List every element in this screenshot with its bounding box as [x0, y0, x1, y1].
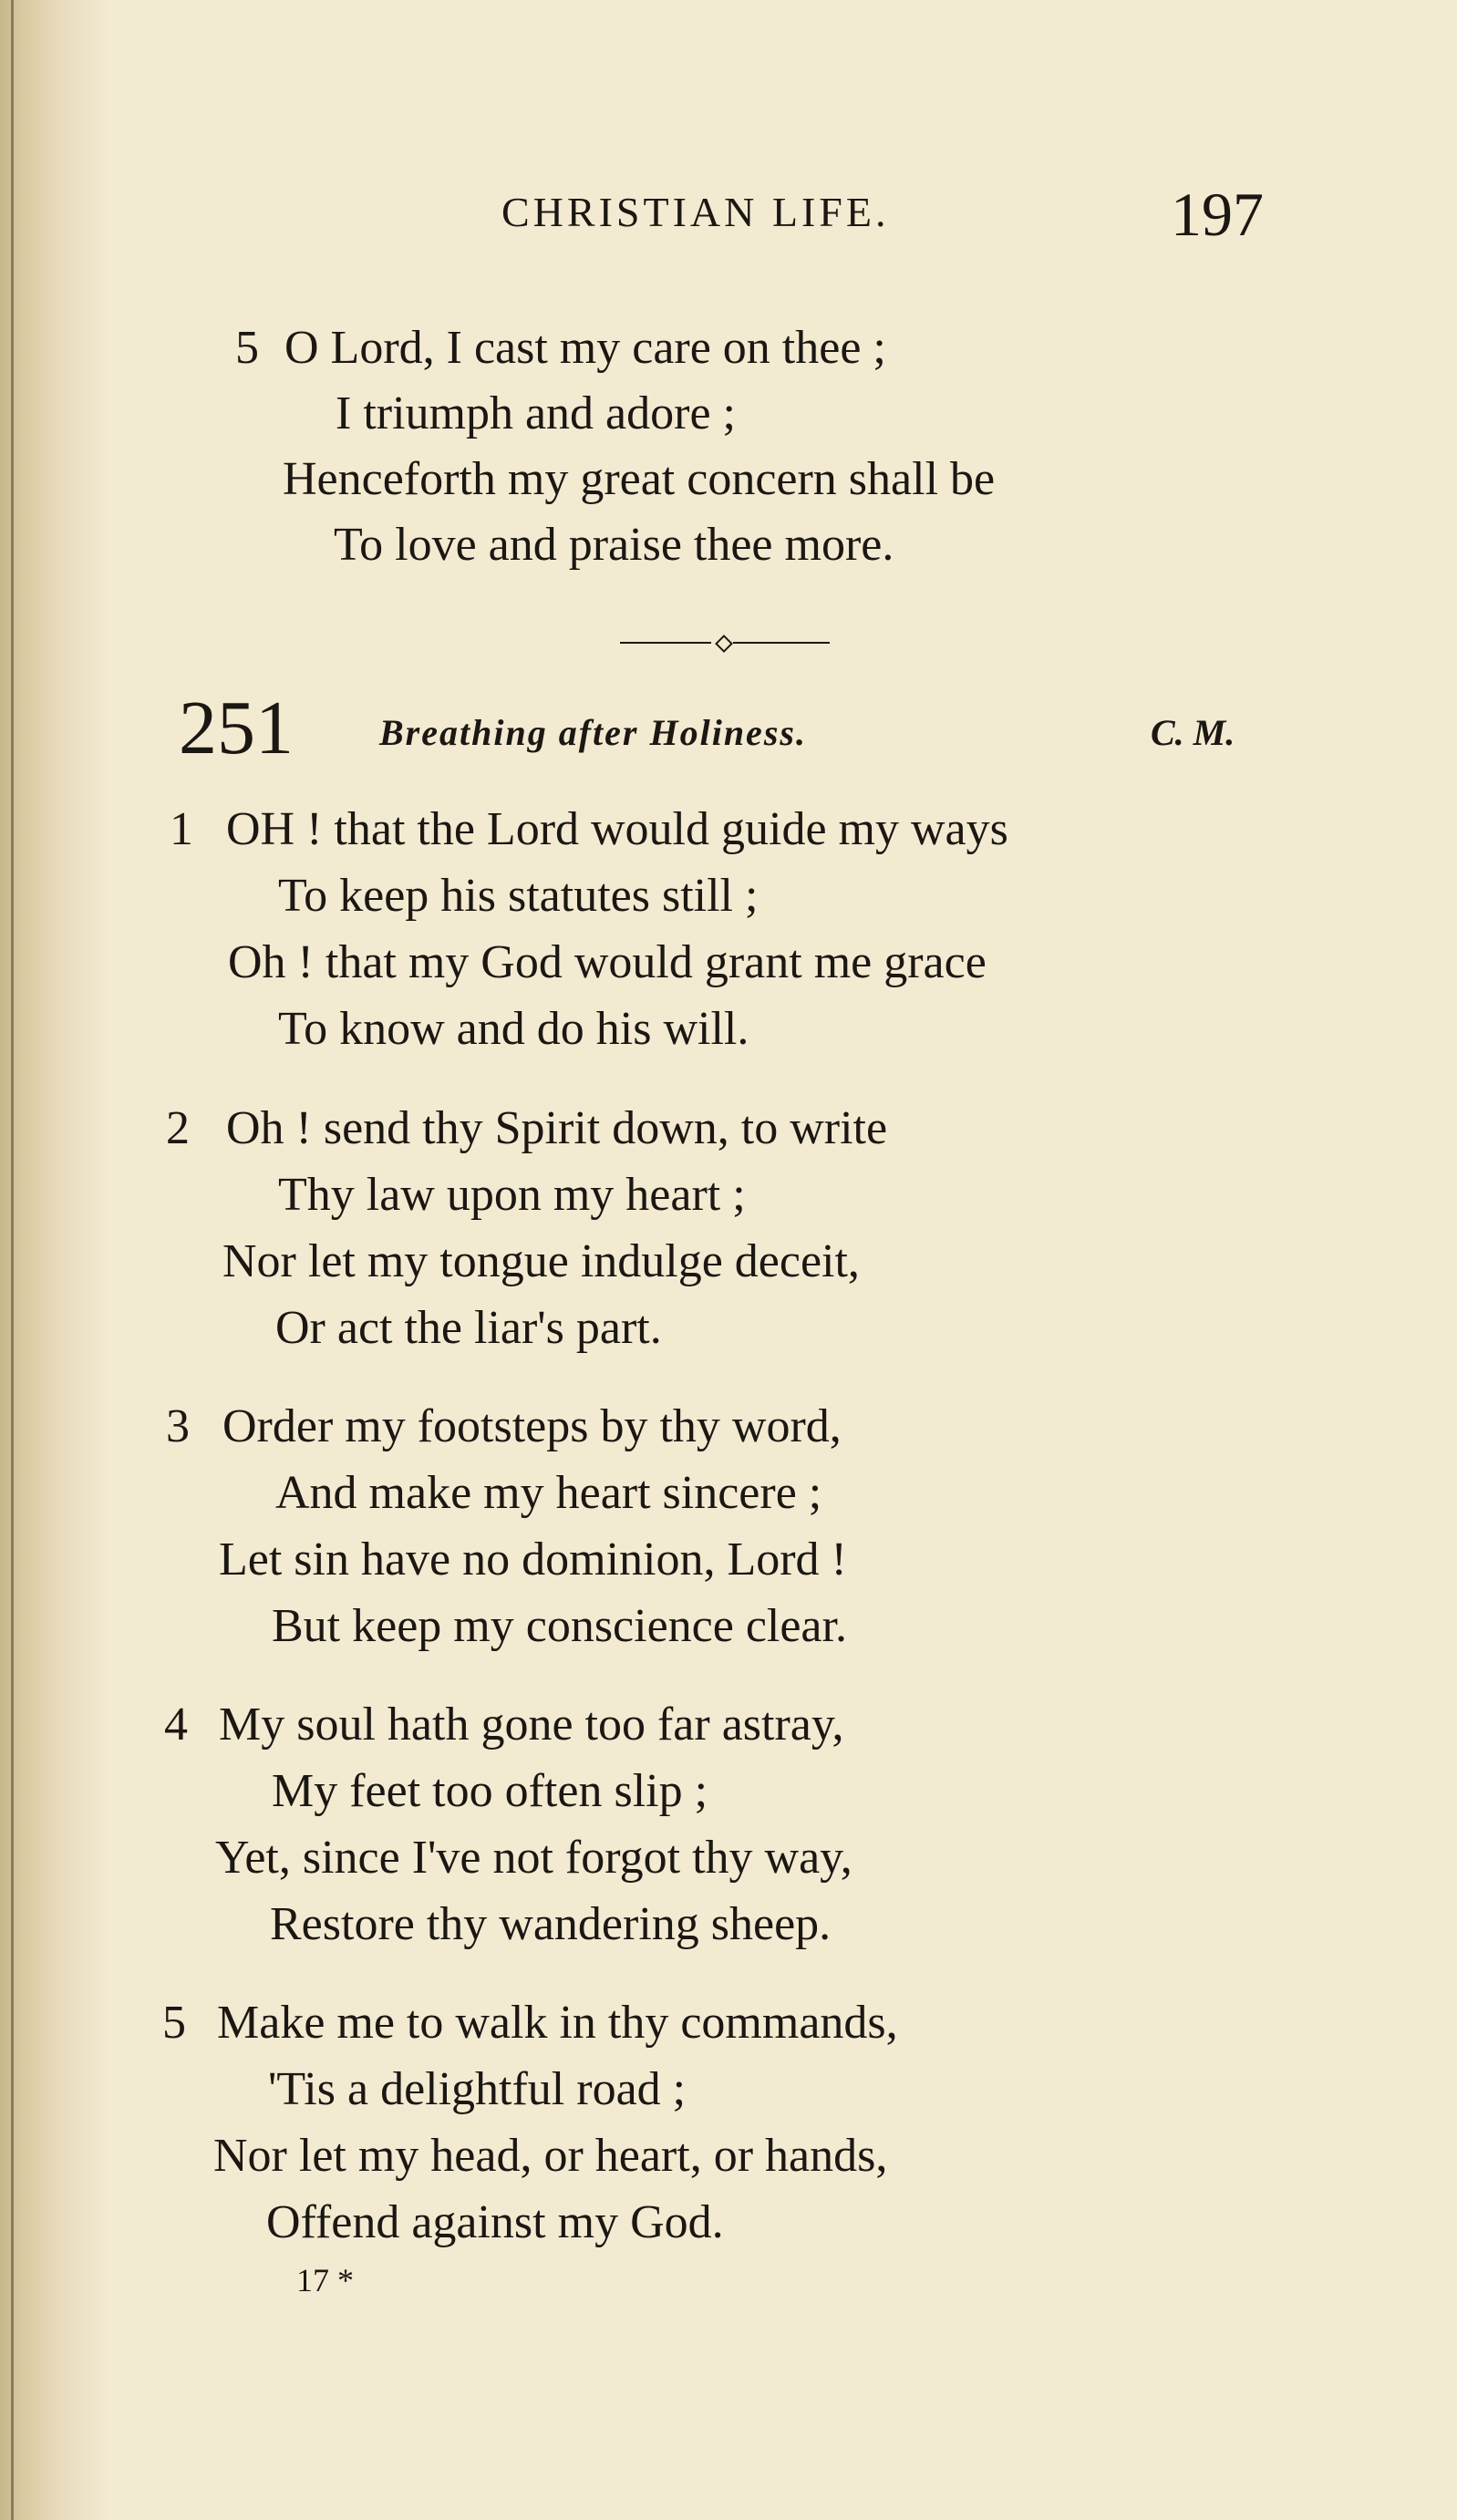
- verse-line: OH ! that the Lord would guide my ways: [226, 803, 1008, 855]
- hymn-number: 251: [179, 686, 294, 770]
- verse-line: Let sin have no dominion, Lord !: [219, 1534, 847, 1585]
- verse-line: To love and praise thee more.: [334, 519, 894, 571]
- verse-line: Oh ! send thy Spirit down, to write: [226, 1102, 888, 1154]
- verse-line: Nor let my tongue indulge deceit,: [222, 1235, 860, 1287]
- verse-line: Offend against my God.: [266, 2196, 724, 2248]
- section-divider: [620, 636, 830, 649]
- gutter-edge-line: [11, 0, 14, 2520]
- verse-line: Henceforth my great concern shall be: [283, 453, 996, 505]
- stanza-number: 5: [235, 322, 259, 374]
- book-gutter: [0, 0, 109, 2520]
- verse-line: I triumph and adore ;: [336, 387, 736, 439]
- verse-line: Oh ! that my God would grant me grace: [228, 936, 987, 988]
- verse-line: But keep my conscience clear.: [272, 1600, 847, 1652]
- verse-line: Or act the liar's part.: [275, 1302, 662, 1354]
- verse-line: Order my footsteps by thy word,: [222, 1400, 842, 1452]
- verse-line: 'Tis a delightful road ;: [268, 2063, 687, 2115]
- hymn-title: Breathing after Holiness.: [379, 712, 807, 753]
- hymn-meter: C. M.: [1151, 712, 1235, 753]
- stanza-number: 5: [162, 1997, 186, 2049]
- signature-mark: 17 *: [296, 2262, 354, 2298]
- stanza-number: 4: [164, 1699, 188, 1751]
- verse-line: O Lord, I cast my care on thee ;: [284, 322, 886, 374]
- stanza-number: 2: [166, 1102, 190, 1154]
- verse-line: To keep his statutes still ;: [278, 870, 759, 922]
- page-number: 197: [1171, 180, 1264, 249]
- stanza-number: 3: [166, 1400, 190, 1452]
- verse-line: My feet too often slip ;: [272, 1765, 708, 1817]
- verse-line: My soul hath gone too far astray,: [219, 1699, 844, 1751]
- verse-line: Thy law upon my heart ;: [278, 1169, 746, 1221]
- verse-line: Make me to walk in thy commands,: [217, 1997, 898, 2049]
- verse-line: To know and do his will.: [278, 1003, 749, 1055]
- stanza-number: 1: [170, 803, 193, 855]
- verse-line: And make my heart sincere ;: [275, 1467, 822, 1519]
- verse-line: Nor let my head, or heart, or hands,: [213, 2130, 888, 2182]
- verse-line: Restore thy wandering sheep.: [270, 1898, 832, 1950]
- running-title: CHRISTIAN LIFE.: [501, 189, 890, 235]
- verse-line: Yet, since I've not forgot thy way,: [215, 1832, 852, 1884]
